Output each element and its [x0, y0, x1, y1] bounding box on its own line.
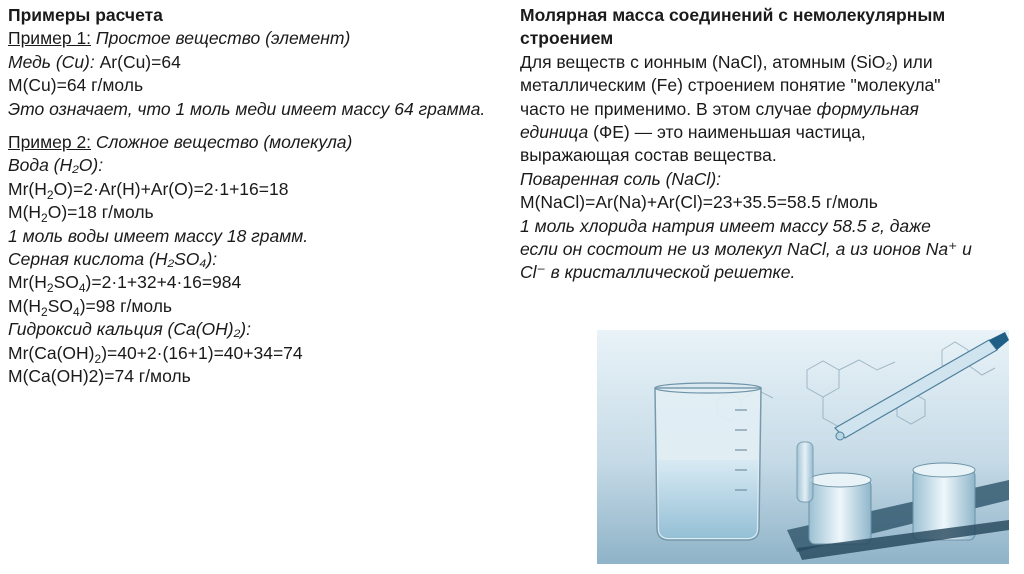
- example-2-title: Сложное вещество (молекула): [91, 132, 353, 153]
- salt-molar-mass: M(NaCl)=Ar(Na)+Ar(Cl)=23+35.5=58.5 г/моль: [520, 192, 878, 213]
- water-mr: $Mr(H_2O)=2\cdot Ar(H)+Ar(O)=2\cdot 1+16=18$: [8, 178, 289, 202]
- water-label: Вода (H₂O):: [8, 155, 104, 176]
- example-1-label: [8, 27, 498, 50]
- copper-label: Медь (Cu):: [8, 51, 95, 72]
- copper-ar-line: [8, 51, 498, 74]
- lab-illustration: [597, 330, 1009, 564]
- example-2-label: [8, 131, 498, 154]
- acid-molar-mass: $M(H_2SO_4)=98$ г/моль: [8, 295, 173, 319]
- lab-glassware-photo: [597, 330, 1009, 564]
- hydroxide-molar-mass: M(Ca(OH)2)=74 г/моль: [8, 366, 191, 387]
- right-heading-line-2: строением: [520, 28, 614, 49]
- left-column: [8, 4, 498, 389]
- right-column: [520, 4, 1015, 285]
- example-1-title: Простое вещество (элемент): [91, 28, 351, 49]
- intro-line-2: металлическим (Fe) строением понятие "молекула": [520, 75, 941, 96]
- example-2-number: Пример 2:: [8, 132, 92, 153]
- hydroxide-mr: $Mr(Ca(OH)_2)=40+2\cdot(16+1)=40+34=74$: [8, 342, 303, 366]
- intro-line-4: единица (ФЕ) — это наименьшая частица,: [520, 122, 866, 143]
- water-note: 1 моль воды имеет массу 18 грамм.: [8, 225, 309, 246]
- intro-line-3: часто не применимо. В этом случае формульная: [520, 98, 919, 119]
- left-heading: Примеры расчета: [8, 5, 163, 25]
- salt-label: Поваренная соль (NaCl):: [520, 168, 722, 189]
- copper-meaning: Это означает, что 1 моль меди имеет массу 64 грамма.: [8, 98, 486, 119]
- salt-note-3: Cl⁻ в кристаллической решетке.: [520, 262, 796, 283]
- acid-mr: $Mr(H_2SO_4)=2\cdot 1+32+4\cdot 16=984$: [8, 272, 242, 296]
- intro-line-1: Для веществ с ионным (NaCl), атомным (SiO₂) или: [520, 51, 933, 72]
- beaker: [655, 383, 761, 540]
- example-1-number: Пример 1:: [8, 28, 92, 49]
- salt-note-2: если он состоит не из молекул NaCl, а из ионов Na⁺ и: [520, 239, 972, 260]
- right-heading-line-1: Молярная масса соединений с немолекулярным: [520, 5, 946, 25]
- salt-note-1: 1 моль хлорида натрия имеет массу 58.5 г, даже: [520, 215, 931, 236]
- hydroxide-label: Гидроксид кальция (Ca(OH)₂):: [8, 319, 251, 340]
- water-molar-mass: $M(H_2O)=18$ г/моль: [8, 202, 154, 226]
- copper-molar-mass: M(Cu)=64 г/моль: [8, 75, 144, 96]
- copper-ar: Ar(Cu)=64: [94, 51, 181, 72]
- acid-label: Серная кислота (H₂SO₄):: [8, 249, 218, 270]
- intro-line-5: выражающая состав вещества.: [520, 145, 777, 166]
